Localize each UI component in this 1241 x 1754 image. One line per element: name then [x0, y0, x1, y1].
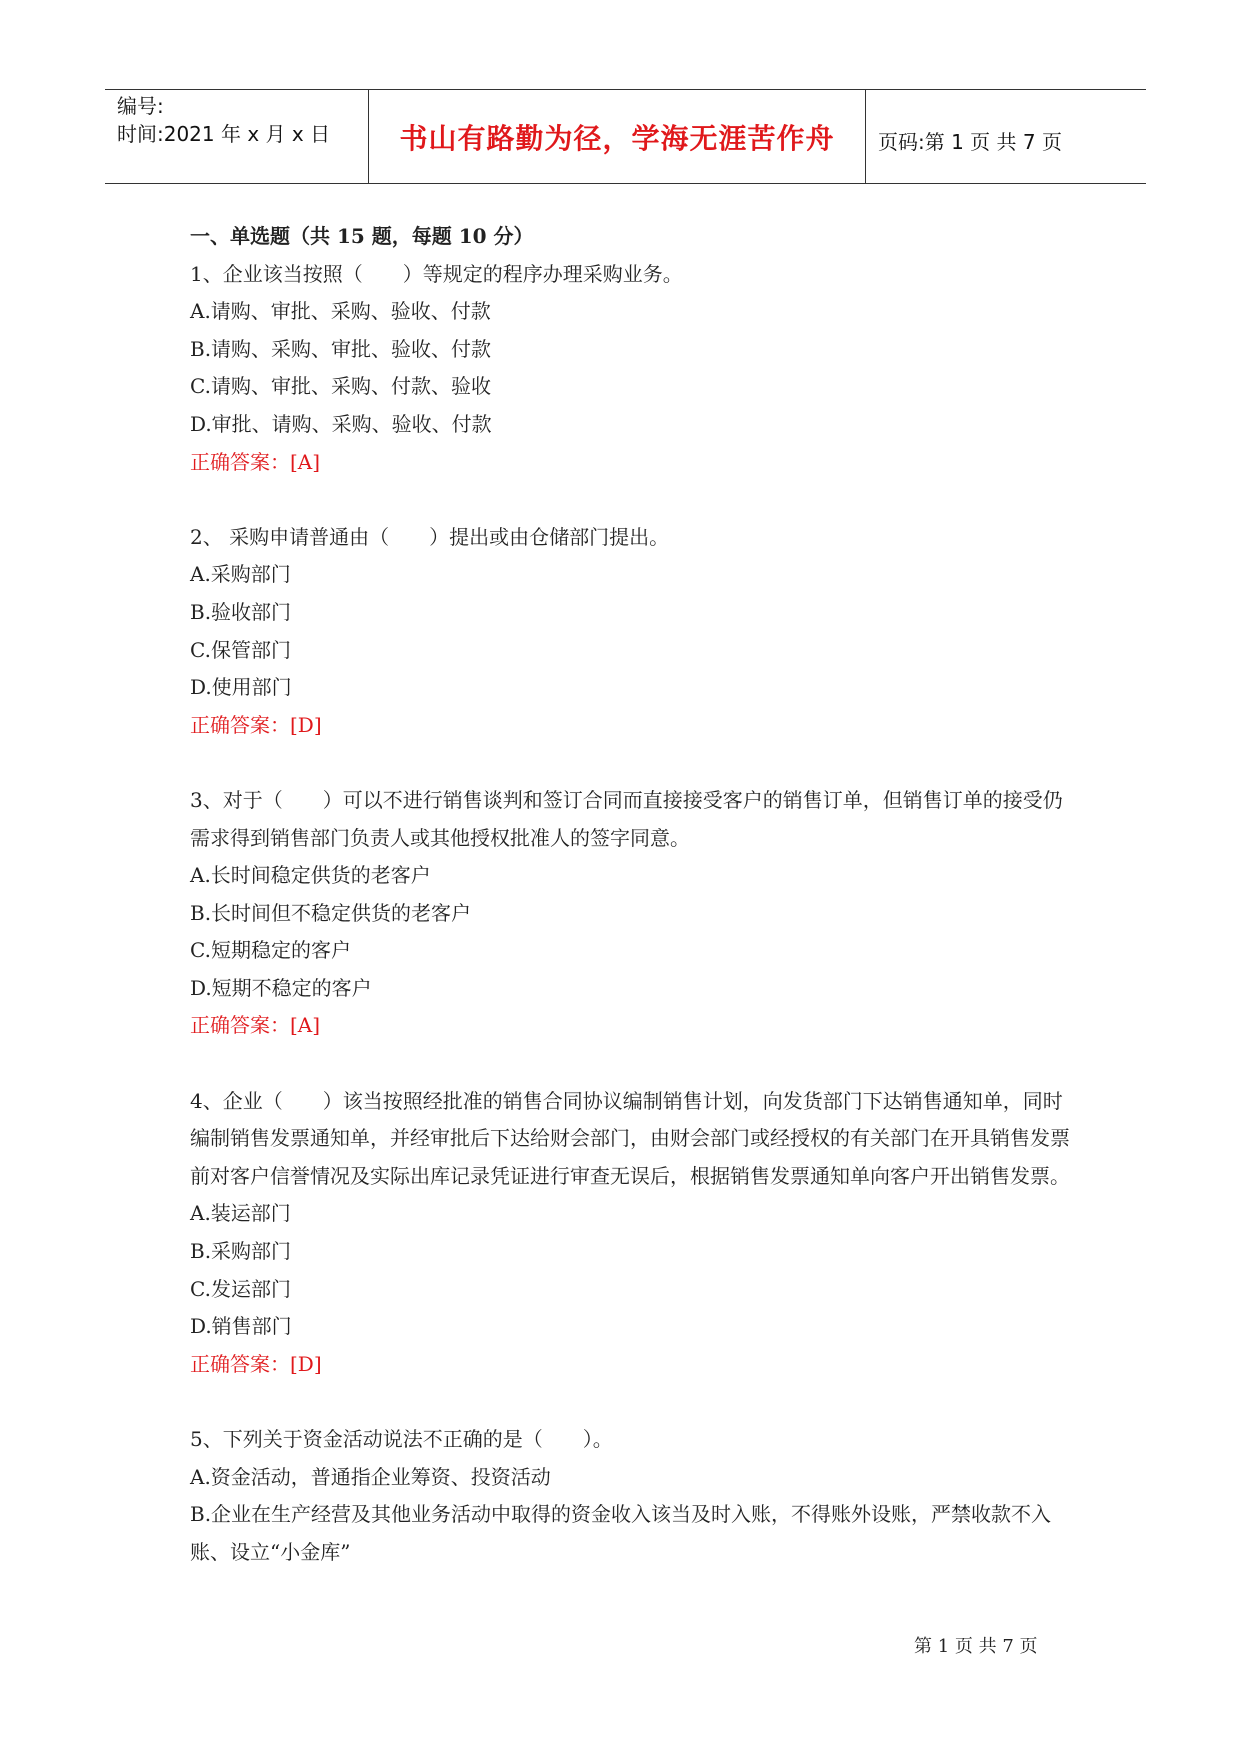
question-3: [190, 782, 1070, 1045]
question-stem: 3、对于（ ）可以不进行销售谈判和签订合同而直接接受客户的销售订单，但销售订单的接受仍需求得到销售部门负责人或其他授权批准人的签字同意。: [190, 787, 1063, 850]
header-right-cell: [866, 90, 1146, 183]
option-d: D.销售部门: [190, 1314, 292, 1339]
section-title: 一、单选题（共 15 题，每题 10 分）: [190, 224, 534, 248]
option-c: C.发运部门: [190, 1276, 291, 1301]
question-4: [190, 1083, 1070, 1384]
question-2: [190, 519, 1070, 745]
option-a: A.采购部门: [190, 562, 291, 587]
document-header: [105, 89, 1146, 184]
option-c: C.短期稳定的客户: [190, 938, 351, 963]
option-b: B.请购、采购、审批、验收、付款: [190, 336, 492, 361]
header-left-cell: [105, 90, 369, 183]
option-d: D.审批、请购、采购、验收、付款: [190, 411, 492, 436]
question-stem: 1、企业该当按照（ ）等规定的程序办理采购业务。: [190, 261, 683, 286]
option-a: A.请购、审批、采购、验收、付款: [190, 299, 491, 324]
header-page-info: 页码:第 1 页 共 7 页: [878, 130, 1062, 154]
header-motto: 书山有路勤为径，学海无涯苦作舟: [399, 122, 835, 155]
option-b: B.验收部门: [190, 599, 292, 624]
option-d: D.使用部门: [190, 675, 292, 700]
correct-answer: 正确答案：[D]: [190, 712, 322, 737]
correct-answer: 正确答案：[A]: [190, 1013, 321, 1038]
page-footer: 第 1 页 共 7 页: [914, 1636, 1038, 1657]
code-label: 编号:: [117, 94, 164, 118]
option-b: B.企业在生产经营及其他业务活动中取得的资金收入该当及时入账，不得账外设账，严禁收款不入账、设立“小金库”: [190, 1502, 1052, 1564]
option-b: B.长时间但不稳定供货的老客户: [190, 900, 472, 925]
option-a: A.资金活动，普通指企业筹资、投资活动: [190, 1464, 551, 1489]
option-c: C.保管部门: [190, 637, 291, 662]
option-c: C.请购、审批、采购、付款、验收: [190, 374, 491, 399]
header-middle-cell: [369, 90, 866, 183]
option-d: D.短期不稳定的客户: [190, 975, 372, 1000]
correct-answer: 正确答案：[D]: [190, 1351, 322, 1376]
question-stem: 5、下列关于资金活动说法不正确的是（ ）。: [190, 1427, 613, 1451]
question-1: [190, 256, 1070, 482]
question-5: [190, 1421, 1070, 1571]
correct-answer: 正确答案：[A]: [190, 449, 321, 474]
option-a: A.装运部门: [190, 1201, 291, 1226]
option-b: B.采购部门: [190, 1239, 292, 1264]
exam-content: [190, 218, 1070, 1571]
time-label: 时间:2021 年 x 月 x 日: [117, 122, 331, 146]
question-stem: 2、 采购申请普通由（ ）提出或由仓储部门提出。: [190, 524, 670, 549]
question-stem: 4、企业（ ）该当按照经批准的销售合同协议编制销售计划，向发货部门下达销售通知单，同时编制销售发票通知单，并经审批后下达给财会部门，由财会部门或经授权的有关部门在开具销售发票前对客户信誉情况及实际出库记录凭证进行审查无误后，根据销售发票通知单向客户开出销售发票。: [190, 1088, 1070, 1188]
option-a: A.长时间稳定供货的老客户: [190, 863, 431, 888]
